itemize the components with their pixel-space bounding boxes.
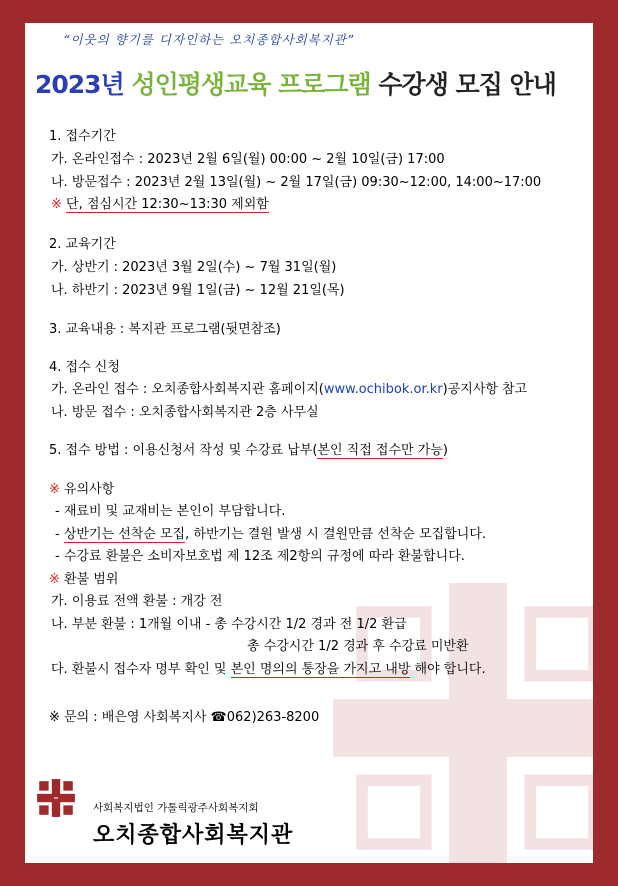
refund-line-4 [51,658,486,677]
notice-line-2-rest: , 하반기는 결원 발생 시 결원만큼 선착순 모집합니다. [185,527,487,542]
refund-heading [49,568,118,587]
notice-heading [49,478,114,497]
refund-mark: ※ [49,572,60,587]
refund-line-4-underlined: 본인 명의의 통장을 가지고 내방 [230,662,411,677]
section-4-line-1-b: )공지사항 참고 [442,382,528,397]
refund-line-3: 총 수강시간 1/2 경과 후 수강료 미반환 [247,639,469,654]
notice-line-2 [55,523,486,542]
phone-icon: ☎ [210,710,227,725]
page-title [35,65,556,101]
section-2-line-2: 나. 하반기 : 2023년 9월 1일(금) ~ 12월 21일(목) [51,283,345,298]
notice-line-2-dash: - [55,527,64,542]
title-program: 성인평생교육 프로그램 [131,70,371,99]
caritas-cross-logo-icon [35,777,77,819]
refund-line-4-b: 해야 합니다. [410,662,486,677]
section-4-line-1-a: 가. 온라인 접수 : 오치종합사회복지관 홈페이지( [51,382,324,397]
refund-title: 환불 범위 [64,572,119,587]
notice-line-1: - 재료비 및 교재비는 본인이 부담합니다. [55,504,286,519]
notice-mark: ※ [49,482,60,497]
homepage-link[interactable]: www.ochibok.or.kr [323,382,443,397]
section-4-line-1 [51,378,527,397]
contact-text: 문의 : 배은영 사회복지사 [64,710,207,725]
footer-org: 사회복지법인 가톨릭광주사회복지회 [93,802,259,814]
note-mark: ※ [51,197,62,212]
contact-mark: ※ [49,710,60,725]
section-1-heading: 1. 접수기간 [49,129,116,144]
slogan: “이웃의 향기를 디자인하는 오치종합사회복지관” [63,32,355,47]
section-5-underlined: 본인 직접 접수만 가능 [317,443,443,458]
notice-line-2-underlined: 상반기는 선착순 모집 [63,527,186,542]
notice-title: 유의사항 [64,482,115,497]
section-4-heading: 4. 접수 신청 [49,360,120,375]
section-5-end: ) [442,443,448,458]
section-5-heading [49,439,448,458]
section-4-line-2: 나. 방문 접수 : 오치종합사회복지관 2층 사무실 [51,405,319,420]
section-1-note [51,193,269,212]
notice-line-3: - 수강료 환불은 소비자보호법 제 12조 제2항의 규정에 따라 환불합니다. [55,549,465,564]
poster [25,23,593,863]
section-1-line-1: 가. 온라인접수 : 2023년 2월 6일(월) 00:00 ~ 2월 10일(금) 17:00 [51,152,445,167]
contact-line [49,706,319,725]
footer-name: 오치종합사회복지관 [93,823,294,848]
title-year: 2023년 [35,70,124,99]
section-2-line-1: 가. 상반기 : 2023년 3월 2일(수) ~ 7월 31일(월) [51,260,337,275]
note-text: 단, 점심시간 12:30~13:30 제외함 [66,197,269,212]
refund-line-1: 가. 이용료 전액 환불 : 개강 전 [51,594,223,609]
refund-line-2: 나. 부분 환불 : 1개월 이내 - 총 수강시간 1/2 경과 전 1/2 환급 [51,617,407,632]
refund-line-4-a: 다. 환불시 접수자 명부 확인 및 [51,662,231,677]
section-1-line-2: 나. 방문접수 : 2023년 2월 13일(월) ~ 2월 17일(금) 09:30~12:00, 14:00~17:00 [51,175,542,190]
section-5-a: 5. 접수 방법 : 이용신청서 작성 및 수강료 납부( [49,443,318,458]
section-2-heading: 2. 교육기간 [49,237,116,252]
title-rest: 수강생 모집 안내 [378,70,556,99]
contact-phone[interactable]: 062)263-8200 [226,710,320,725]
section-3-heading: 3. 교육내용 : 복지관 프로그램(뒷면참조) [49,322,281,337]
